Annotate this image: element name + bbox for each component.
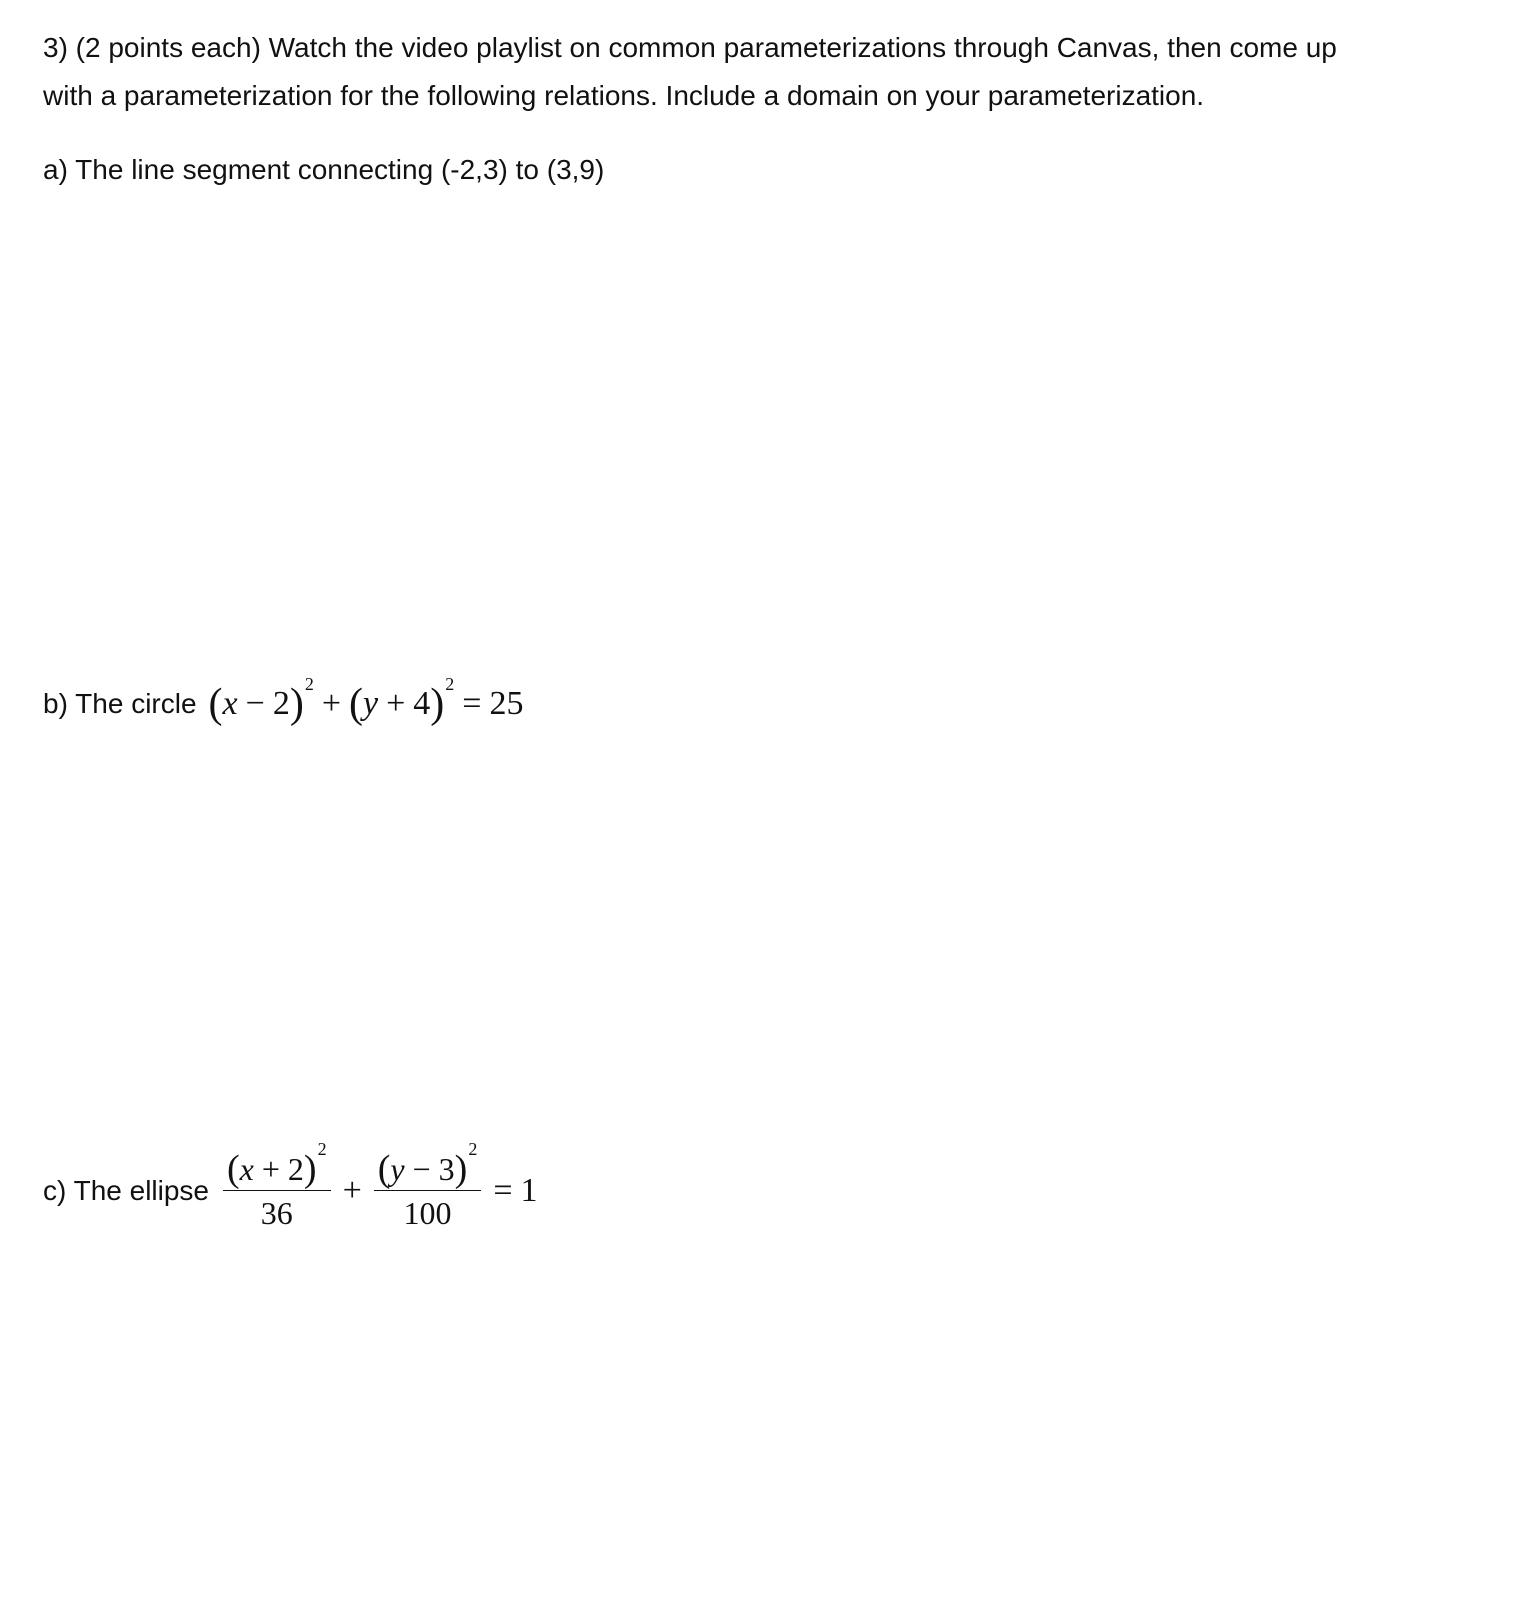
paren: ) (303, 1148, 317, 1190)
intro-line-2: with a parameterization for the following relations. Include a domain on your parameterization. (43, 80, 1205, 111)
part-c-label: c) The ellipse (43, 1175, 210, 1206)
operator: + (321, 685, 342, 722)
numerator (223, 1138, 331, 1190)
part-c (43, 1138, 538, 1232)
denominator: 36 (260, 1195, 293, 1231)
paren: ) (430, 681, 445, 727)
paren: ) (454, 1148, 468, 1190)
exponent: 2 (468, 1138, 478, 1159)
exponent: 2 (304, 673, 314, 694)
fraction-y-term (374, 1138, 482, 1232)
operator: + (261, 1150, 280, 1187)
constant: 4 (413, 685, 431, 722)
right-hand-side: 25 (489, 685, 524, 722)
question-intro (43, 24, 1483, 120)
operator: + (386, 685, 406, 722)
paren: ) (289, 681, 304, 727)
paren: ( (349, 681, 364, 727)
ellipse-equation (219, 1138, 538, 1232)
variable-y: y (390, 1150, 405, 1187)
constant: 2 (272, 685, 290, 722)
exponent: 2 (317, 1138, 327, 1159)
part-b (43, 673, 524, 728)
variable-y: y (363, 685, 379, 722)
operator: − (412, 1150, 431, 1187)
fraction-x-term (223, 1138, 331, 1232)
constant: 2 (287, 1150, 304, 1187)
intro-line-1: 3) (2 points each) Watch the video playlist on common parameterizations through Canvas, then come up (43, 32, 1337, 63)
paren: ( (227, 1148, 240, 1190)
variable-x: x (239, 1150, 254, 1187)
part-b-label: b) The circle (43, 688, 197, 719)
denominator: 100 (403, 1195, 452, 1231)
paren: ( (377, 1148, 391, 1190)
operator: + (342, 1172, 362, 1209)
variable-x: x (222, 685, 238, 722)
exponent: 2 (445, 673, 455, 694)
equals-sign: = (462, 685, 482, 722)
part-a-label: a) The line segment connecting (-2,3) to (3,9) (43, 154, 605, 185)
numerator (374, 1138, 482, 1190)
constant: 3 (438, 1150, 455, 1187)
paren: ( (208, 681, 223, 727)
right-hand-side: 1 (520, 1172, 538, 1209)
part-a (43, 146, 604, 194)
circle-equation (208, 673, 524, 727)
equals-sign: = (493, 1172, 513, 1209)
operator: − (245, 685, 265, 722)
